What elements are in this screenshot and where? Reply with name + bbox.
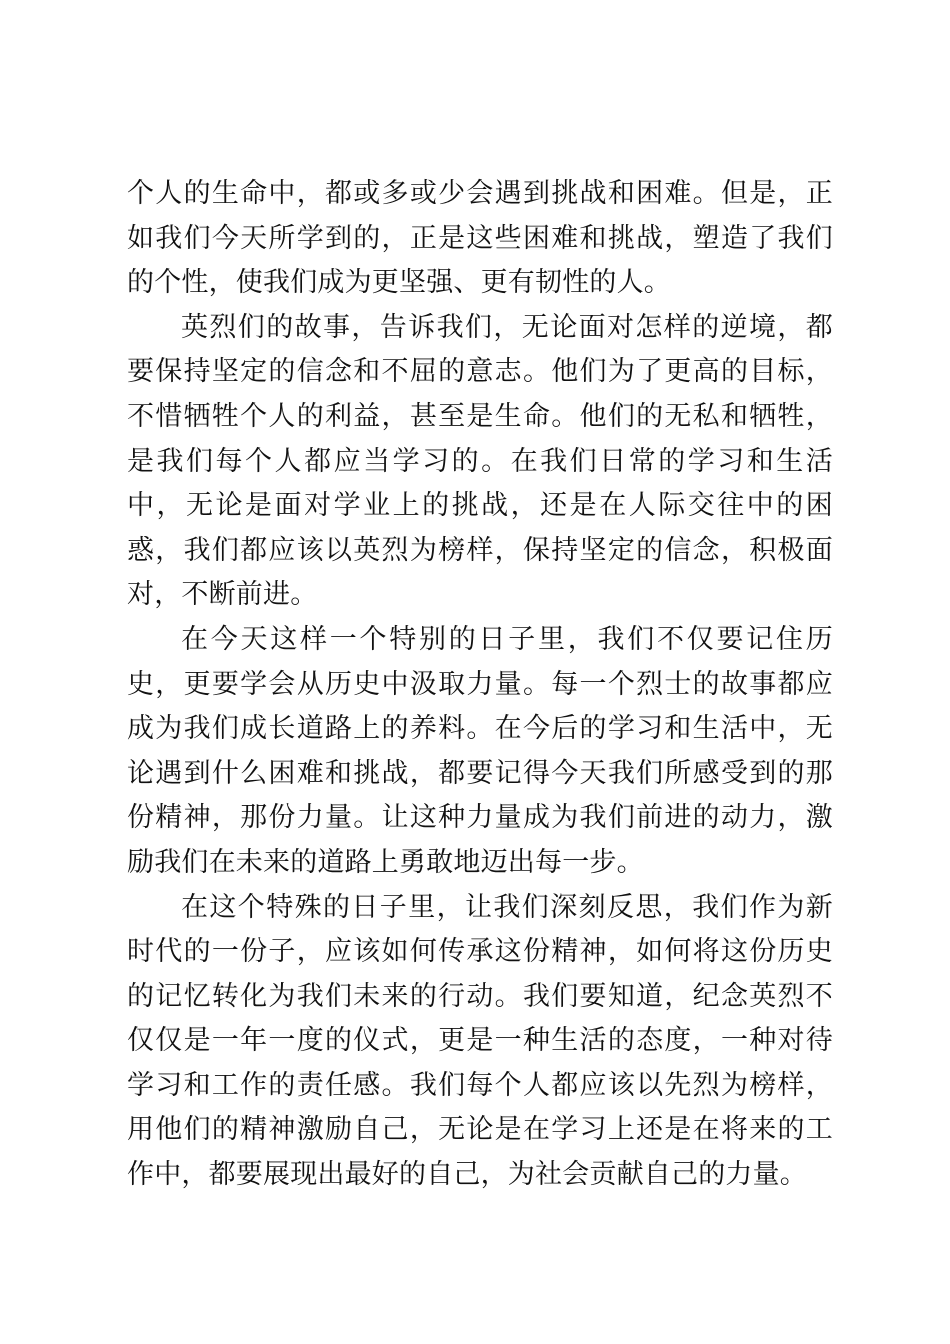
paragraph-3: 在今天这样一个特别的日子里，我们不仅要记住历史，更要学会从历史中汲取力量。每一个烈士的故事都应成为我们成长道路上的养料。在今后的学习和生活中，无论遇到什么困难和挑战，都要记得今天我们所感受到的那份精神，那份力量。让这种力量成为我们前进的动力，激励我们在未来的道路上勇敢地迈出每一步。 xyxy=(127,623,833,878)
paragraph-2: 英烈们的故事，告诉我们，无论面对怎样的逆境，都要保持坚定的信念和不屈的意志。他们为了更高的目标，不惜牺牲个人的利益，甚至是生命。他们的无私和牺牲，是我们每个人都应当学习的。在我们日常的学习和生活中，无论是面对学业上的挑战，还是在人际交往中的困惑，我们都应该以英烈为榜样，保持坚定的信念，积极面对，不断前进。 xyxy=(127,311,833,611)
body-text xyxy=(127,172,833,1198)
paragraph-1: 个人的生命中，都或多或少会遇到挑战和困难。但是，正如我们今天所学到的，正是这些困难和挑战，塑造了我们的个性，使我们成为更坚强、更有韧性的人。 xyxy=(127,178,833,299)
paragraph-4: 在这个特殊的日子里，让我们深刻反思，我们作为新时代的一份子，应该如何传承这份精神，如何将这份历史的记忆转化为我们未来的行动。我们要知道，纪念英烈不仅仅是一年一度的仪式，更是一种生活的态度，一种对待学习和工作的责任感。我们每个人都应该以先烈为榜样，用他们的精神激励自己，无论是在学习上还是在将来的工作中，都要展现出最好的自己，为社会贡献自己的力量。 xyxy=(127,891,833,1191)
